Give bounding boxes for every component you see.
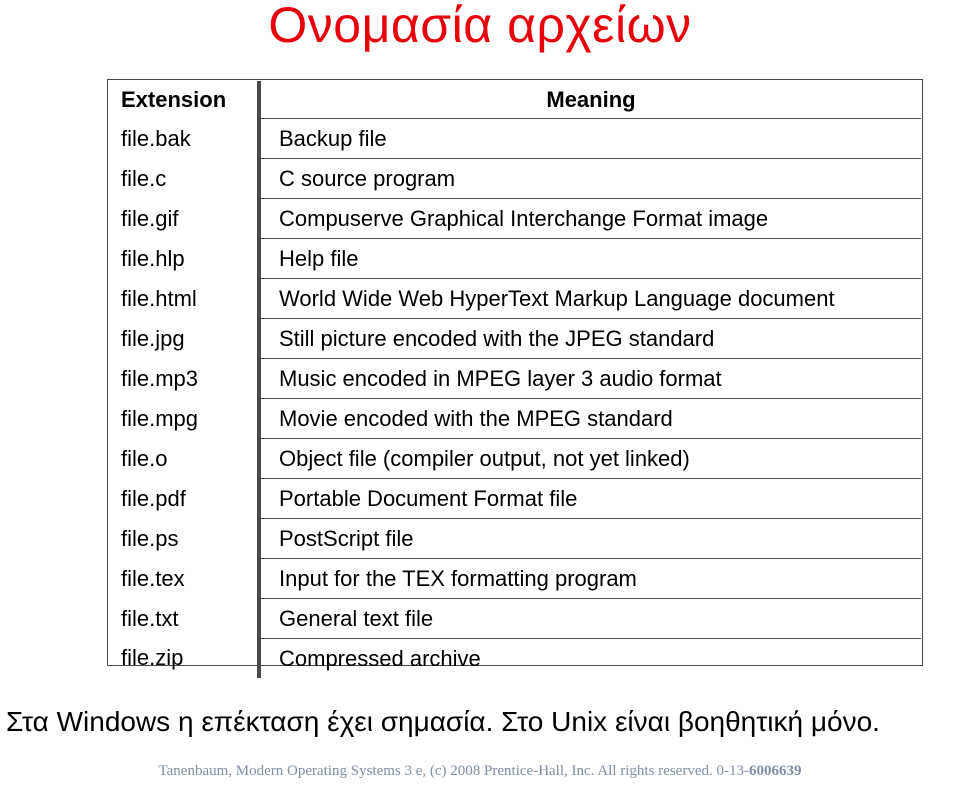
meaning-cell: Object file (compiler output, not yet linked) <box>259 439 921 479</box>
extension-cell: file.mp3 <box>121 365 199 391</box>
file-extension-table <box>109 81 921 678</box>
page-title: Ονομασία αρχείων <box>268 0 692 53</box>
meaning-cell: Still picture encoded with the JPEG standard <box>259 319 921 359</box>
table-row <box>109 119 921 159</box>
extension-cell: file.txt <box>121 605 179 631</box>
table-header-row <box>109 81 921 119</box>
extension-cell: file.zip <box>121 645 184 671</box>
table-row <box>109 319 921 359</box>
table-row <box>109 599 921 639</box>
meaning-cell: C source program <box>259 159 921 199</box>
meaning-cell: Movie encoded with the MPEG standard <box>259 399 921 439</box>
meaning-cell: Music encoded in MPEG layer 3 audio format <box>259 359 921 399</box>
extension-cell: file.jpg <box>121 325 185 351</box>
table-row <box>109 279 921 319</box>
table-row <box>109 639 921 679</box>
footer-text: Tanenbaum, Modern Operating Systems 3 e, (c) 2008 Prentice-Hall, Inc. All rights reserved. 0-13- <box>158 763 749 779</box>
meaning-cell: PostScript file <box>259 519 921 559</box>
table-row <box>109 559 921 599</box>
table-row <box>109 399 921 439</box>
header-meaning: Meaning <box>259 81 921 119</box>
extension-cell: file.gif <box>121 205 179 231</box>
meaning-cell: Backup file <box>259 119 921 159</box>
extension-cell: file.hlp <box>121 245 185 271</box>
extension-cell: file.mpg <box>121 405 199 431</box>
table-row <box>109 519 921 559</box>
meaning-cell: World Wide Web HyperText Markup Language document <box>259 279 921 319</box>
subtitle-note: Στα Windows η επέκταση έχει σημασία. Στο Unix είναι βοηθητική μόνο. <box>6 706 880 737</box>
meaning-cell: Portable Document Format file <box>259 479 921 519</box>
meaning-cell: General text file <box>259 599 921 639</box>
extension-cell: file.tex <box>121 565 185 591</box>
meaning-cell: Compuserve Graphical Interchange Format image <box>259 199 921 239</box>
extension-cell: file.ps <box>121 525 179 551</box>
header-extension: Extension <box>121 86 227 112</box>
meaning-cell: Compressed archive <box>259 639 921 679</box>
extension-cell: file.pdf <box>121 485 186 511</box>
table-row <box>109 479 921 519</box>
extension-cell: file.c <box>121 165 167 191</box>
meaning-cell: Help file <box>259 239 921 279</box>
extension-cell: file.o <box>121 445 168 471</box>
table-row <box>109 239 921 279</box>
table-row <box>109 439 921 479</box>
table-row <box>109 159 921 199</box>
extension-cell: file.bak <box>121 125 191 151</box>
table-row <box>109 359 921 399</box>
copyright-footer <box>0 763 960 780</box>
table-row <box>109 199 921 239</box>
footer-isbn: 6006639 <box>748 763 802 779</box>
meaning-cell: Input for the TEX formatting program <box>259 559 921 599</box>
extension-cell: file.html <box>121 285 197 311</box>
